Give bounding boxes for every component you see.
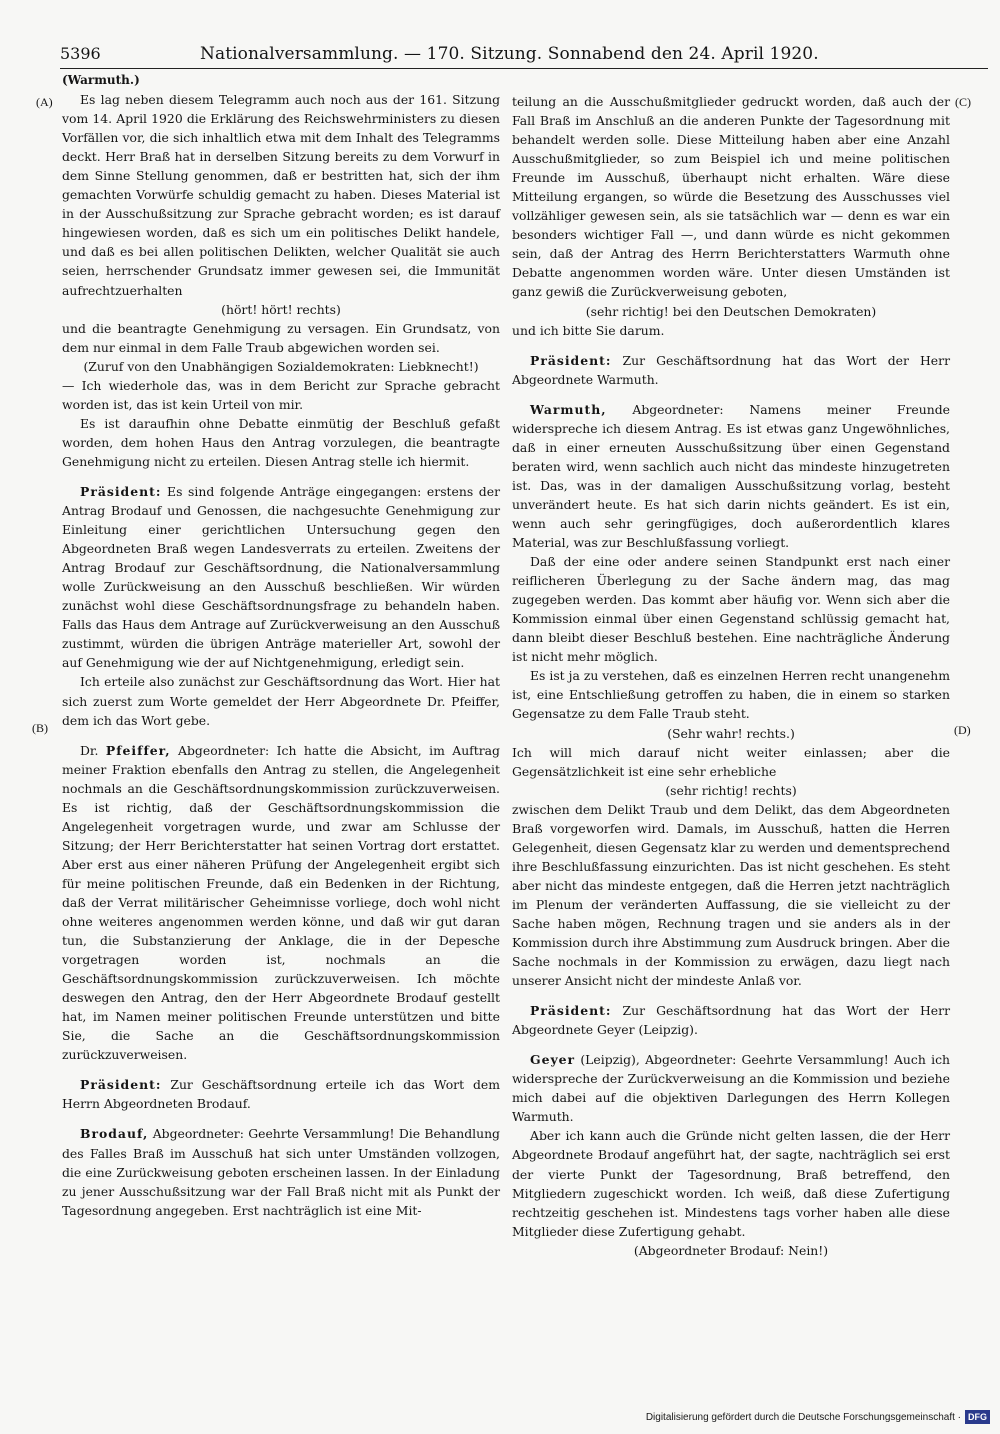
page-number: 5396 [60,44,101,63]
speaker-name: Präsident: [530,352,612,368]
margin-label-d: (D) [954,723,971,737]
paragraph: Es lag neben diesem Telegramm auch noch aus der 161. Sitzung vom 14. April 1920 die Erklärung des Reichswehrministers zu diesen Vorfällen vor, die sich inhaltlich etwa mit dem Inhalt des Telegramms deckt. Herr Braß hat in derselben Sitzung bereits zu dem Vorwurf in dem Sinne Stellung genommen, daß er bestritten hat, sich der ihm gemachten Vorwürfe schuldig gemacht zu haben. Dieses Material ist in der Ausschußsitzung zur Sprache gebracht worden; es ist darauf hingewiesen worden, daß es sich um ein politisches Delikt handele, und daß es bei allen politischen Delikten, welcher Qualität sie auch seien, herrschender Grundsatz immer gewesen sei, die Immunität aufrechtzuerhalten [62,92,500,298]
interjection: (Abgeordneter Brodauf: Nein!) [633,1242,829,1258]
speech-brodauf: Brodauf, Abgeordneter: Geehrte Versammlung! Die Behandlung des Falles Braß im Ausschuß hat sich unter Umständen vollzogen, die eine Zurückweisung geboten erscheinen lassen. In der Einladung zu jener Ausschußsitzung war der Fall Braß nicht mit als Punkt der Tagesordnung angegeben. Erst nachträglich ist eine Mit- [62,1126,500,1218]
speech-geyer: Geyer (Leipzig), Abgeordneter: Geehrte Versammlung! Auch ich widerspreche der Zurückverweisung an die Kommission und beziehe mich dabei auf die objektiven Darlegungen des Herrn Kollegen Warmuth. [512,1052,950,1125]
paragraph: teilung an die Ausschußmitglieder gedruckt worden, daß auch der Fall Braß im Anschluß an die anderen Punkte der Tagesordnung mit behandelt werden solle. Diese Mitteilung haben aber eine Anzahl Ausschußmitglieder, so zum Beispiel ich und meine politischen Freunde im Ausschuß, überhaupt nicht erhalten. Wäre diese Mitteilung ergangen, so würde die Besetzung des Ausschusses viel vollzähliger gewesen sein, als sie tatsächlich war — denn es war ein besonders wichtiger Fall —, und dann würde es nicht gekommen sein, daß der Antrag des Herrn Berichterstatters Warmuth ohne Debatte angenommen worden wäre. Unter diesen Umständen ist ganz gewiß die Zurückverweisung geboten, [512,94,950,300]
margin-label-c: (C) [955,95,971,109]
footer-text: Digitalisierung gefördert durch die Deutsche Forschungsgemeinschaft · [645,1412,961,1423]
interjection: (hört! hört! rechts) [221,301,341,317]
interjection: (sehr richtig! bei den Deutschen Demokraten) [585,303,877,319]
margin-label-a: (A) [36,95,53,109]
speech-praesident: Präsident: Zur Geschäftsordnung hat das Wort der Herr Abgeordnete Geyer (Leipzig). [512,1003,950,1038]
paragraph: und die beantragte Genehmigung zu versagen. Ein Grundsatz, von dem nur einmal in dem Falle Traub abgewichen worden sei. [62,320,500,355]
speaker-name: Präsident: [80,1077,162,1093]
paragraph: zwischen dem Delikt Traub und dem Delikt, das dem Abgeordneten Braß vorgeworfen wird. Damals, im Ausschuß, hatten die Herren Gelegenheit, diesen Gegensatz klar zu werden und dementsprechend ihre Beschlußfassung einzurichten. Das ist nicht geschehen. Es steht aber nicht das mindeste entgegen, daß die Herren jetzt nachträglich im Plenum der veränderten Auffassung, die sie vielleicht zu der Sache haben mögen, Rechnung tragen und sie anders als in der Kommission durch ihre Abstimmung zum Ausdruck bringen. Aber die Sache nochmals in der Kommission zu erwägen, dazu liegt nach unserer Ansicht nicht der mindeste Anlaß vor. [512,801,950,989]
speaker-name: Warmuth, [530,401,607,417]
interjection: (Sehr wahr! rechts.) [667,725,795,741]
speech-praesident: Präsident: Zur Geschäftsordnung erteile ich das Wort dem Herrn Abgeordneten Brodauf. [62,1077,500,1112]
speaker-tag: (Warmuth.) [62,73,140,87]
speech-pfeiffer: Dr. Pfeiffer, Abgeordneter: Ich hatte die Absicht, im Auftrag meiner Fraktion ebenfalls den Antrag zu stellen, die Angelegenheit nochmals an die Geschäftsordnungskommission zurückzuverweisen. Es ist richtig, daß der Geschäftsordnungskommission die Angelegenheit vorgetragen wurde, und zwar am Schlusse der Sitzung; der Herr Berichterstatter hat seinen Vortrag dort erstattet. Aber erst aus einer näheren Prüfung der Angelegenheit ergibt sich für meine politischen Freunde, daß ein Bedenken in der Richtung, daß der Verrat militärischer Geheimnisse vorliege, doch wohl nicht ohne weiteres angenommen werden könne, und daß wir gut daran tun, die Substanzierung der Anklage, die in der Depesche vorgetragen worden ist, nochmals an die Geschäftsordnungskommission zurückzuverweisen. Ich möchte deswegen den Antrag, den der Herr Abgeordnete Brodauf gestellt hat, im Namen meiner politischen Freunde unterstützen und bitte Sie, die Sache an die Geschäftsordnungskommission zurückzuverweisen. [62,742,500,1063]
paragraph: Aber ich kann auch die Gründe nicht gelten lassen, die der Herr Abgeordnete Brodauf angeführt hat, der sagte, nachträglich sei erst der vierte Punkt der Tagesordnung, Braß betreffend, den Mitgliedern zugeschickt worden. Ich weiß, daß diese Zufertigung rechtzeitig geschehen ist. Mindestens tags vorher haben alle diese Mitglieder diese Zufertigung gehabt. [512,1128,950,1239]
left-column [62,70,500,1220]
interjection: (Zuruf von den Unabhängigen Sozialdemokraten: Liebknecht!) [83,358,479,374]
dfg-logo-icon: DFG [965,1410,990,1424]
right-column [512,92,950,1260]
paragraph: Ich will mich darauf nicht weiter einlassen; aber die Gegensätzlichkeit ist eine sehr erhebliche [512,744,950,779]
speaker-name: Präsident: [80,483,162,499]
paragraph: — Ich wiederhole das, was in dem Bericht zur Sprache gebracht worden ist, das ist kein Urteil von mir. [62,377,500,412]
speaker-name: Pfeiffer, [105,742,171,758]
paragraph: Es ist daraufhin ohne Debatte einmütig der Beschluß gefaßt worden, dem hohen Haus den Antrag vorzulegen, die beantragte Genehmigung nicht zu erteilen. Diesen Antrag stelle ich hiermit. [62,415,500,469]
speaker-name: Geyer [530,1052,576,1068]
page-header [60,42,988,69]
speaker-name: Brodauf, [80,1126,149,1142]
running-title: Nationalversammlung. — 170. Sitzung. Sonnabend den 24. April 1920. [200,44,819,64]
speech-praesident: Präsident: Es sind folgende Anträge eingegangen: erstens der Antrag Brodauf und Genossen, die nachgesuchte Genehmigung zur Einleitung einer gerichtlichen Untersuchung gegen den Abgeordneten Braß wegen Landesverrats zu erteilen. Zweitens der Antrag Brodauf zur Geschäftsordnung, die Nationalversammlung wolle Zurückweisung an den Ausschuß beschließen. Wir würden zunächst wohl diese Geschäftsordnungsfrage zu behandeln haben. Falls das Haus dem Antrage auf Zurückverweisung an den Ausschuß zustimmt, würden die übrigen Anträge materieller Art, sowohl der auf Genehmigung wie der auf Nichtgenehmigung, erledigt sein. [62,483,500,671]
digitization-footer [610,1408,990,1428]
paragraph: Es ist ja zu verstehen, daß es einzelnen Herren recht unangenehm ist, eine Entschließung getroffen zu haben, die in einem so starken Gegensatze zu dem Falle Traub steht. [512,668,950,722]
paragraph: Daß der eine oder andere seinen Standpunkt erst nach einer reiflicheren Überlegung zu der Sache ändern mag, das mag zugegeben werden. Das kommt aber häufig vor. Wenn sich aber die Kommission einmal über einen Gegenstand schlüssig gemacht hat, dann bleibt dieser Beschluß bestehen. Eine nachträgliche Änderung ist nicht mehr möglich. [512,554,950,665]
margin-label-b: (B) [32,721,48,735]
paragraph: und ich bitte Sie darum. [512,322,665,338]
paragraph: Ich erteile also zunächst zur Geschäftsordnung das Wort. Hier hat sich zuerst zum Worte gemeldet der Herr Abgeordnete Dr. Pfeiffer, dem ich das Wort gebe. [62,674,500,728]
speech-warmuth: Warmuth, Abgeordneter: Namens meiner Freunde widerspreche ich diesem Antrag. Es ist etwas ganz Ungewöhnliches, daß in einer erneuten Ausschußsitzung über einen Gegenstand beraten wird, wenn sachlich auch nicht das mindeste hinzugetreten ist. Das, was in der damaligen Ausschußsitzung vorlag, besteht unverändert heute. Es hat sich darin nichts geändert. Es ist ein, wenn auch sehr geringfügiges, doch außerordentlich klares Material, was zur Beschlußfassung vorliegt. [512,401,950,551]
interjection: (sehr richtig! rechts) [665,782,797,798]
speech-praesident: Präsident: Zur Geschäftsordnung hat das Wort der Herr Abgeordnete Warmuth. [512,352,950,387]
speaker-name: Präsident: [530,1003,612,1019]
